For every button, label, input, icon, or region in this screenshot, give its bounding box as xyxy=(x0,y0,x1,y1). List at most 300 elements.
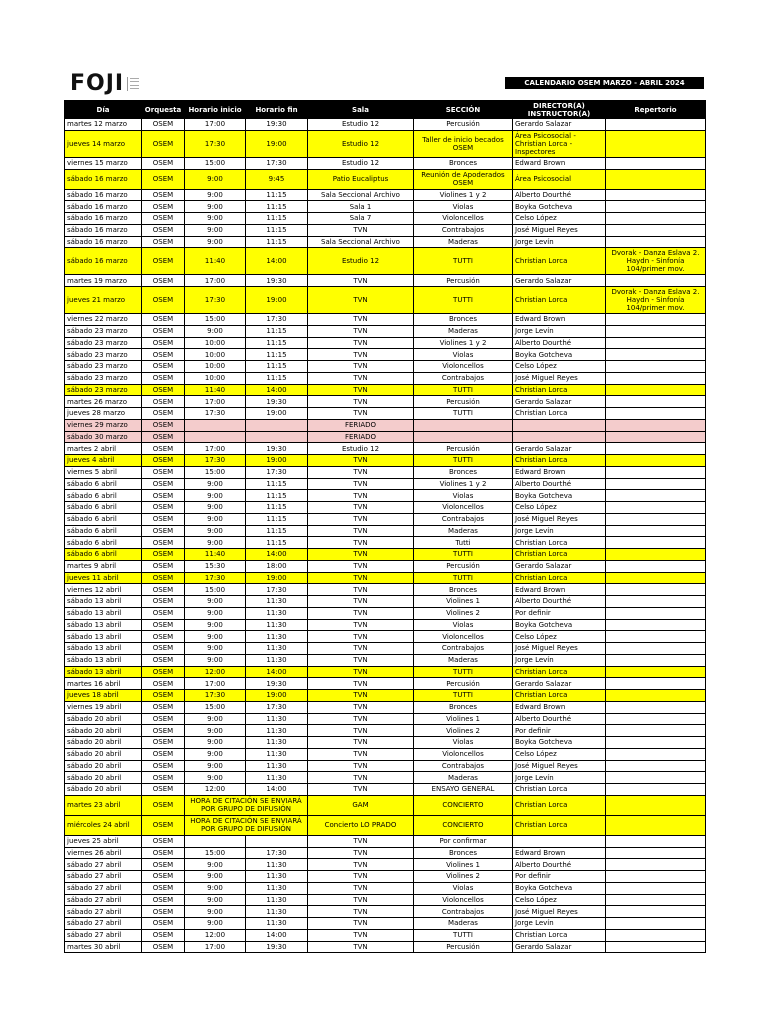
cell-director: José Miguel Reyes xyxy=(513,513,606,525)
cell-horario-inicio: HORA DE CITACIÓN SE ENVIARÁ POR GRUPO DE DIFUSIÓN xyxy=(185,795,308,815)
cell-horario-inicio: 9:00 xyxy=(185,631,246,643)
cell-director: Alberto Dourthé xyxy=(513,713,606,725)
cell-horario-inicio: 11:40 xyxy=(185,549,246,561)
cell-director: Alberto Dourthé xyxy=(513,337,606,349)
cell-orquesta: OSEM xyxy=(142,130,185,157)
cell-dia: sábado 20 abril xyxy=(65,772,142,784)
cell-horario-inicio: 9:00 xyxy=(185,502,246,514)
cell-orquesta: OSEM xyxy=(142,466,185,478)
cell-horario-inicio: 17:30 xyxy=(185,690,246,702)
cell-horario-inicio: 9:00 xyxy=(185,713,246,725)
cell-orquesta: OSEM xyxy=(142,513,185,525)
cell-horario-fin: 11:15 xyxy=(246,337,308,349)
cell-repertorio xyxy=(606,560,706,572)
cell-seccion: Violines 1 y 2 xyxy=(414,478,513,490)
cell-repertorio xyxy=(606,361,706,373)
cell-horario-inicio: 15:00 xyxy=(185,701,246,713)
cell-sala: TVN xyxy=(308,654,414,666)
cell-dia: sábado 27 abril xyxy=(65,859,142,871)
cell-horario-inicio: 9:00 xyxy=(185,772,246,784)
cell-horario-inicio: 12:00 xyxy=(185,666,246,678)
cell-orquesta: OSEM xyxy=(142,455,185,467)
cell-orquesta: OSEM xyxy=(142,882,185,894)
cell-horario-inicio: 9:00 xyxy=(185,325,246,337)
cell-repertorio xyxy=(606,396,706,408)
cell-director: Boyka Gotcheva xyxy=(513,619,606,631)
cell-dia: sábado 13 abril xyxy=(65,666,142,678)
cell-orquesta: OSEM xyxy=(142,596,185,608)
cell-dia: sábado 6 abril xyxy=(65,525,142,537)
cell-repertorio xyxy=(606,643,706,655)
cell-orquesta: OSEM xyxy=(142,737,185,749)
cell-orquesta: OSEM xyxy=(142,795,185,815)
cell-orquesta: OSEM xyxy=(142,859,185,871)
cell-sala: Estudio 12 xyxy=(308,157,414,169)
cell-seccion: Maderas xyxy=(414,325,513,337)
cell-orquesta: OSEM xyxy=(142,314,185,326)
cell-horario-fin: 11:30 xyxy=(246,882,308,894)
cell-horario-fin: 11:30 xyxy=(246,894,308,906)
cell-horario-fin: 17:30 xyxy=(246,314,308,326)
cell-repertorio xyxy=(606,549,706,561)
cell-seccion: Percusión xyxy=(414,443,513,455)
cell-repertorio xyxy=(606,337,706,349)
cell-dia: sábado 27 abril xyxy=(65,894,142,906)
cell-horario-inicio: 15:00 xyxy=(185,314,246,326)
cell-horario-inicio: 9:00 xyxy=(185,619,246,631)
cell-horario-inicio: 9:00 xyxy=(185,189,246,201)
cell-dia: martes 12 marzo xyxy=(65,119,142,131)
cell-horario-fin: 11:15 xyxy=(246,201,308,213)
cell-repertorio xyxy=(606,408,706,420)
col-header-horario-inicio: Horario inicio xyxy=(185,101,246,119)
cell-horario-inicio: 9:00 xyxy=(185,918,246,930)
cell-director: Gerardo Salazar xyxy=(513,275,606,287)
table-row xyxy=(65,201,706,213)
cell-horario-fin: 19:00 xyxy=(246,572,308,584)
cell-seccion: Violoncellos xyxy=(414,213,513,225)
cell-repertorio xyxy=(606,455,706,467)
table-row xyxy=(65,815,706,835)
cell-seccion: TUTTI xyxy=(414,666,513,678)
table-row xyxy=(65,631,706,643)
cell-dia: jueves 14 marzo xyxy=(65,130,142,157)
cell-director: José Miguel Reyes xyxy=(513,224,606,236)
cell-orquesta: OSEM xyxy=(142,396,185,408)
cell-sala: TVN xyxy=(308,918,414,930)
cell-orquesta: OSEM xyxy=(142,201,185,213)
cell-seccion: Reunión de Apoderados OSEM xyxy=(414,169,513,189)
cell-horario-fin: 11:30 xyxy=(246,760,308,772)
col-header-director: DIRECTOR(A) INSTRUCTOR(A) xyxy=(513,101,606,119)
cell-seccion: Violines 2 xyxy=(414,607,513,619)
cell-orquesta: OSEM xyxy=(142,631,185,643)
cell-horario-fin: 19:30 xyxy=(246,396,308,408)
cell-repertorio xyxy=(606,157,706,169)
cell-repertorio xyxy=(606,906,706,918)
cell-horario-fin: 11:15 xyxy=(246,236,308,248)
cell-sala: TVN xyxy=(308,337,414,349)
cell-horario-inicio: 9:00 xyxy=(185,213,246,225)
cell-orquesta: OSEM xyxy=(142,906,185,918)
cell-repertorio xyxy=(606,384,706,396)
cell-horario-fin: 11:30 xyxy=(246,654,308,666)
cell-repertorio xyxy=(606,737,706,749)
cell-orquesta: OSEM xyxy=(142,119,185,131)
cell-dia: viernes 26 abril xyxy=(65,847,142,859)
cell-sala: Concierto LO PRADO xyxy=(308,815,414,835)
cell-seccion: Violines 1 xyxy=(414,596,513,608)
table-row xyxy=(65,455,706,467)
cell-dia: viernes 29 marzo xyxy=(65,419,142,431)
cell-dia: sábado 16 marzo xyxy=(65,248,142,275)
cell-director: Alberto Dourthé xyxy=(513,189,606,201)
cell-horario-fin: 11:15 xyxy=(246,537,308,549)
cell-horario-inicio: 10:00 xyxy=(185,361,246,373)
cell-sala: Sala Seccional Archivo xyxy=(308,189,414,201)
cell-horario-fin: 11:15 xyxy=(246,189,308,201)
cell-dia: sábado 20 abril xyxy=(65,737,142,749)
cell-sala: TVN xyxy=(308,287,414,314)
calendar-body xyxy=(65,119,706,953)
cell-dia: sábado 6 abril xyxy=(65,537,142,549)
cell-director: Celso López xyxy=(513,361,606,373)
cell-seccion: Violas xyxy=(414,490,513,502)
cell-director: Christian Lorca xyxy=(513,815,606,835)
cell-horario-inicio: 15:00 xyxy=(185,584,246,596)
cell-repertorio xyxy=(606,795,706,815)
cell-repertorio xyxy=(606,502,706,514)
cell-horario-fin: 11:15 xyxy=(246,502,308,514)
cell-director: Christian Lorca xyxy=(513,549,606,561)
cell-horario-fin: 11:30 xyxy=(246,871,308,883)
col-header-dia: Día xyxy=(65,101,142,119)
cell-horario-fin: 14:00 xyxy=(246,929,308,941)
cell-horario-fin: 17:30 xyxy=(246,701,308,713)
table-row xyxy=(65,713,706,725)
cell-dia: sábado 27 abril xyxy=(65,906,142,918)
cell-dia: miércoles 24 abril xyxy=(65,815,142,835)
cell-orquesta: OSEM xyxy=(142,248,185,275)
cell-sala: TVN xyxy=(308,725,414,737)
cell-director: Por definir xyxy=(513,607,606,619)
cell-repertorio xyxy=(606,929,706,941)
table-row xyxy=(65,941,706,953)
cell-orquesta: OSEM xyxy=(142,713,185,725)
cell-repertorio xyxy=(606,784,706,796)
cell-director: Christian Lorca xyxy=(513,666,606,678)
cell-repertorio xyxy=(606,431,706,443)
cell-orquesta: OSEM xyxy=(142,748,185,760)
cell-director: Christian Lorca xyxy=(513,572,606,584)
cell-dia: martes 19 marzo xyxy=(65,275,142,287)
cell-horario-inicio: 17:00 xyxy=(185,275,246,287)
cell-seccion: TUTTI xyxy=(414,248,513,275)
cell-dia: martes 9 abril xyxy=(65,560,142,572)
cell-sala: TVN xyxy=(308,631,414,643)
col-header-sala: Sala xyxy=(308,101,414,119)
cell-seccion: Violoncellos xyxy=(414,631,513,643)
cell-horario-inicio: 15:30 xyxy=(185,560,246,572)
cell-horario-fin: 11:15 xyxy=(246,224,308,236)
cell-repertorio xyxy=(606,835,706,847)
table-row xyxy=(65,248,706,275)
cell-horario-inicio: 17:00 xyxy=(185,678,246,690)
cell-orquesta: OSEM xyxy=(142,213,185,225)
cell-director: Gerardo Salazar xyxy=(513,560,606,572)
cell-horario-inicio: 9:00 xyxy=(185,525,246,537)
table-row xyxy=(65,666,706,678)
cell-sala: TVN xyxy=(308,666,414,678)
cell-horario-inicio: 9:00 xyxy=(185,654,246,666)
cell-director: Gerardo Salazar xyxy=(513,941,606,953)
cell-horario-inicio: 17:00 xyxy=(185,119,246,131)
cell-director: Gerardo Salazar xyxy=(513,396,606,408)
cell-sala: TVN xyxy=(308,701,414,713)
cell-repertorio xyxy=(606,654,706,666)
cell-orquesta: OSEM xyxy=(142,894,185,906)
cell-director: Gerardo Salazar xyxy=(513,678,606,690)
cell-repertorio xyxy=(606,894,706,906)
cell-seccion: Contrabajos xyxy=(414,513,513,525)
cell-horario-fin: 11:30 xyxy=(246,713,308,725)
table-row xyxy=(65,157,706,169)
table-row xyxy=(65,795,706,815)
cell-sala: TVN xyxy=(308,490,414,502)
table-row xyxy=(65,748,706,760)
cell-orquesta: OSEM xyxy=(142,760,185,772)
cell-horario-fin: 19:00 xyxy=(246,455,308,467)
cell-director: Alberto Dourthé xyxy=(513,596,606,608)
cell-horario-fin: 11:15 xyxy=(246,361,308,373)
cell-seccion: Percusión xyxy=(414,396,513,408)
cell-dia: viernes 22 marzo xyxy=(65,314,142,326)
cell-seccion: Bronces xyxy=(414,157,513,169)
cell-sala: TVN xyxy=(308,906,414,918)
cell-repertorio xyxy=(606,701,706,713)
table-row xyxy=(65,654,706,666)
table-row xyxy=(65,275,706,287)
cell-sala: TVN xyxy=(308,584,414,596)
table-row xyxy=(65,287,706,314)
cell-repertorio xyxy=(606,859,706,871)
cell-repertorio xyxy=(606,941,706,953)
cell-orquesta: OSEM xyxy=(142,169,185,189)
cell-horario-inicio xyxy=(185,835,246,847)
cell-horario-fin: 17:30 xyxy=(246,847,308,859)
cell-seccion: Contrabajos xyxy=(414,224,513,236)
cell-repertorio xyxy=(606,572,706,584)
cell-horario-fin: 19:00 xyxy=(246,287,308,314)
table-row xyxy=(65,236,706,248)
cell-seccion: Contrabajos xyxy=(414,760,513,772)
table-row xyxy=(65,725,706,737)
cell-director: Alberto Dourthé xyxy=(513,478,606,490)
cell-horario-inicio: 9:00 xyxy=(185,906,246,918)
cell-repertorio xyxy=(606,584,706,596)
cell-repertorio xyxy=(606,760,706,772)
cell-director: Boyka Gotcheva xyxy=(513,882,606,894)
cell-dia: jueves 25 abril xyxy=(65,835,142,847)
cell-seccion: Percusión xyxy=(414,678,513,690)
cell-seccion: Bronces xyxy=(414,847,513,859)
cell-dia: sábado 23 marzo xyxy=(65,384,142,396)
cell-seccion: Violas xyxy=(414,619,513,631)
cell-horario-fin: 19:30 xyxy=(246,275,308,287)
table-row xyxy=(65,337,706,349)
cell-orquesta: OSEM xyxy=(142,408,185,420)
cell-sala: Patio Eucaliptus xyxy=(308,169,414,189)
col-header-seccion: SECCIÓN xyxy=(414,101,513,119)
table-row xyxy=(65,549,706,561)
cell-horario-fin: 11:15 xyxy=(246,525,308,537)
cell-dia: sábado 6 abril xyxy=(65,502,142,514)
cell-director: José Miguel Reyes xyxy=(513,372,606,384)
cell-repertorio xyxy=(606,772,706,784)
cell-horario-inicio: 17:00 xyxy=(185,396,246,408)
cell-horario-fin: 11:30 xyxy=(246,737,308,749)
cell-seccion: Violines 1 y 2 xyxy=(414,189,513,201)
cell-dia: jueves 11 abril xyxy=(65,572,142,584)
cell-director: Christian Lorca xyxy=(513,455,606,467)
cell-seccion: TUTTI xyxy=(414,384,513,396)
cell-seccion: TUTTI xyxy=(414,549,513,561)
cell-repertorio xyxy=(606,525,706,537)
cell-sala: TVN xyxy=(308,713,414,725)
cell-sala: TVN xyxy=(308,929,414,941)
cell-orquesta: OSEM xyxy=(142,678,185,690)
table-row xyxy=(65,760,706,772)
cell-horario-inicio: 10:00 xyxy=(185,349,246,361)
cell-orquesta: OSEM xyxy=(142,784,185,796)
cell-director xyxy=(513,835,606,847)
table-row xyxy=(65,443,706,455)
cell-seccion: Violas xyxy=(414,882,513,894)
cell-repertorio xyxy=(606,596,706,608)
cell-seccion: TUTTI xyxy=(414,929,513,941)
table-row xyxy=(65,525,706,537)
logo-mark-icon xyxy=(127,77,142,91)
cell-sala: TVN xyxy=(308,882,414,894)
cell-director: Área Psicosocial xyxy=(513,169,606,189)
cell-horario-fin: 11:15 xyxy=(246,349,308,361)
cell-director xyxy=(513,431,606,443)
cell-horario-inicio: 9:00 xyxy=(185,748,246,760)
cell-seccion: Violas xyxy=(414,737,513,749)
cell-orquesta: OSEM xyxy=(142,549,185,561)
cell-horario-fin: 14:00 xyxy=(246,549,308,561)
cell-sala: Estudio 12 xyxy=(308,443,414,455)
cell-dia: martes 2 abril xyxy=(65,443,142,455)
cell-sala: Estudio 12 xyxy=(308,130,414,157)
cell-horario-inicio: 17:30 xyxy=(185,287,246,314)
cell-sala: TVN xyxy=(308,941,414,953)
cell-seccion: Violoncellos xyxy=(414,894,513,906)
cell-orquesta: OSEM xyxy=(142,275,185,287)
cell-repertorio xyxy=(606,372,706,384)
cell-director: Boyka Gotcheva xyxy=(513,737,606,749)
cell-horario-inicio: 17:30 xyxy=(185,455,246,467)
cell-sala: TVN xyxy=(308,871,414,883)
cell-sala: TVN xyxy=(308,537,414,549)
cell-repertorio: Dvorak - Danza Eslava 2. Haydn - Sinfonía 104/primer mov. xyxy=(606,287,706,314)
cell-repertorio xyxy=(606,213,706,225)
cell-dia: jueves 28 marzo xyxy=(65,408,142,420)
table-row xyxy=(65,396,706,408)
cell-orquesta: OSEM xyxy=(142,847,185,859)
cell-repertorio xyxy=(606,466,706,478)
cell-director: Jorge Levín xyxy=(513,325,606,337)
cell-orquesta: OSEM xyxy=(142,929,185,941)
cell-director: Christian Lorca xyxy=(513,248,606,275)
cell-orquesta: OSEM xyxy=(142,619,185,631)
cell-dia: sábado 6 abril xyxy=(65,490,142,502)
table-header-row xyxy=(65,101,706,119)
cell-orquesta: OSEM xyxy=(142,236,185,248)
cell-horario-fin xyxy=(246,419,308,431)
cell-director: Jorge Levín xyxy=(513,654,606,666)
cell-orquesta: OSEM xyxy=(142,584,185,596)
table-row xyxy=(65,560,706,572)
cell-sala: TVN xyxy=(308,760,414,772)
cell-director: Jorge Levín xyxy=(513,918,606,930)
cell-dia: sábado 13 abril xyxy=(65,596,142,608)
cell-director: Christian Lorca xyxy=(513,287,606,314)
cell-seccion: Violas xyxy=(414,201,513,213)
cell-horario-inicio: 9:00 xyxy=(185,882,246,894)
cell-seccion xyxy=(414,431,513,443)
cell-director: Christian Lorca xyxy=(513,537,606,549)
cell-sala: TVN xyxy=(308,224,414,236)
cell-director: Jorge Levín xyxy=(513,236,606,248)
cell-horario-inicio: 9:00 xyxy=(185,513,246,525)
cell-sala: FERIADO xyxy=(308,419,414,431)
table-row xyxy=(65,572,706,584)
table-row xyxy=(65,384,706,396)
cell-sala: TVN xyxy=(308,784,414,796)
cell-repertorio xyxy=(606,690,706,702)
cell-dia: sábado 13 abril xyxy=(65,607,142,619)
cell-horario-fin: 11:15 xyxy=(246,478,308,490)
cell-orquesta: OSEM xyxy=(142,361,185,373)
cell-sala: TVN xyxy=(308,502,414,514)
table-row xyxy=(65,737,706,749)
table-row xyxy=(65,690,706,702)
cell-sala: GAM xyxy=(308,795,414,815)
cell-seccion: Percusión xyxy=(414,119,513,131)
table-row xyxy=(65,431,706,443)
cell-director: José Miguel Reyes xyxy=(513,906,606,918)
cell-repertorio xyxy=(606,918,706,930)
cell-director: Jorge Levín xyxy=(513,772,606,784)
cell-orquesta: OSEM xyxy=(142,607,185,619)
cell-horario-inicio: 9:00 xyxy=(185,537,246,549)
cell-director: José Miguel Reyes xyxy=(513,643,606,655)
cell-repertorio xyxy=(606,725,706,737)
cell-seccion: Violoncellos xyxy=(414,361,513,373)
table-row xyxy=(65,784,706,796)
cell-sala: TVN xyxy=(308,325,414,337)
cell-seccion: Bronces xyxy=(414,584,513,596)
cell-dia: jueves 18 abril xyxy=(65,690,142,702)
cell-orquesta: OSEM xyxy=(142,560,185,572)
cell-repertorio xyxy=(606,349,706,361)
cell-orquesta: OSEM xyxy=(142,502,185,514)
col-header-orquesta: Orquesta xyxy=(142,101,185,119)
table-row xyxy=(65,643,706,655)
cell-seccion: Percusión xyxy=(414,560,513,572)
cell-horario-fin: 19:00 xyxy=(246,408,308,420)
